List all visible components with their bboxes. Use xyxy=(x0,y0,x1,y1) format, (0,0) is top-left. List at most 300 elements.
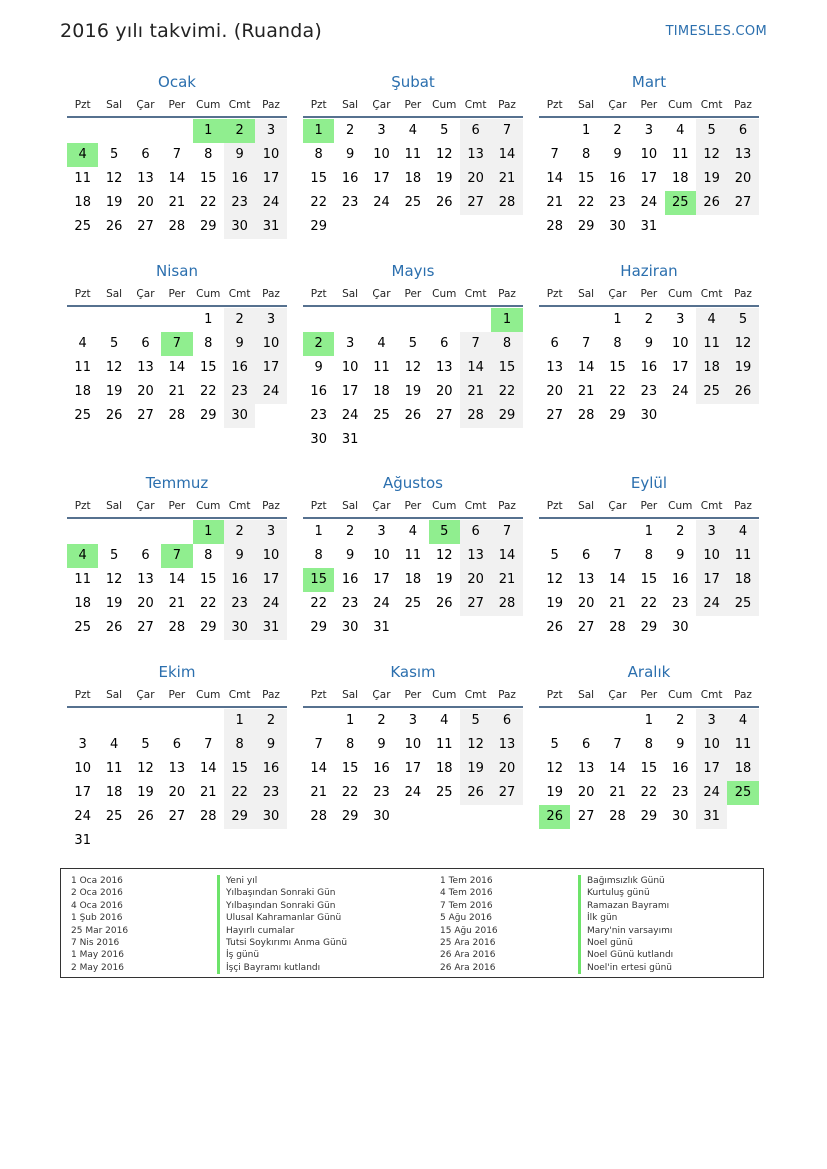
legend-holiday-name: İlk gün xyxy=(578,912,673,924)
weekday-label: Cmt xyxy=(228,689,251,701)
day-cell: 28 xyxy=(546,219,563,234)
holiday-legend xyxy=(60,868,764,978)
holiday-day-cell: 25 xyxy=(665,191,696,215)
week-row xyxy=(67,119,287,143)
day-cell: 17 xyxy=(373,171,390,186)
day-cell: 20 xyxy=(546,384,563,399)
day-cell: 19 xyxy=(546,596,563,611)
day-cell: 23 xyxy=(341,195,359,210)
weekday-label: Pzt xyxy=(310,99,327,111)
day-cell: 25 xyxy=(696,380,727,404)
empty-cell xyxy=(429,616,460,640)
day-cell: 9 xyxy=(676,737,685,752)
month-7 xyxy=(303,471,523,640)
day-cell: 11 xyxy=(74,171,91,186)
empty-cell xyxy=(665,215,696,239)
legend-date: 26 Ara 2016 xyxy=(440,962,496,973)
day-cell: 3 xyxy=(408,713,417,728)
empty-cell xyxy=(727,616,758,640)
weekday-header xyxy=(303,495,523,519)
weekday-label: Pzt xyxy=(74,500,91,512)
day-cell: 4 xyxy=(408,524,417,539)
day-cell: 10 xyxy=(373,548,390,563)
day-cell: 21 xyxy=(491,568,522,592)
day-cell: 8 xyxy=(314,548,323,563)
week-row xyxy=(539,119,759,143)
day-cell: 14 xyxy=(491,143,522,167)
day-cell: 14 xyxy=(546,171,563,186)
day-cell: 26 xyxy=(137,809,154,824)
holiday-day-cell: 2 xyxy=(303,332,334,356)
day-cell: 13 xyxy=(460,544,491,568)
empty-cell xyxy=(696,616,727,640)
day-cell: 25 xyxy=(74,408,91,423)
day-cell: 15 xyxy=(640,761,658,776)
month-0 xyxy=(67,70,287,239)
day-cell: 31 xyxy=(373,620,390,635)
empty-cell xyxy=(130,520,161,544)
day-cell: 28 xyxy=(168,219,186,234)
empty-cell xyxy=(67,520,98,544)
day-cell: 7 xyxy=(550,147,559,162)
weekday-label: Sal xyxy=(342,288,359,300)
week-row xyxy=(67,592,287,616)
week-row xyxy=(67,616,287,640)
weekday-label: Sal xyxy=(342,689,359,701)
weekday-label: Cmt xyxy=(228,500,251,512)
day-cell: 23 xyxy=(255,781,286,805)
empty-cell xyxy=(727,805,758,829)
legend-date: 15 Ağu 2016 xyxy=(440,925,498,936)
day-cell: 12 xyxy=(460,733,491,757)
day-cell: 24 xyxy=(696,781,727,805)
day-cell: 5 xyxy=(109,336,119,351)
weekday-label: Cum xyxy=(668,288,693,300)
empty-cell xyxy=(98,308,129,332)
week-row xyxy=(67,308,287,332)
weekday-label: Sal xyxy=(106,288,123,300)
day-cell: 5 xyxy=(550,737,559,752)
day-cell: 7 xyxy=(613,548,622,563)
day-cell: 11 xyxy=(435,737,453,752)
weekday-label: Cmt xyxy=(700,500,723,512)
weekday-header xyxy=(67,283,287,307)
week-row xyxy=(303,592,523,616)
day-cell: 23 xyxy=(224,380,255,404)
weekday-label: Paz xyxy=(262,99,280,111)
empty-cell xyxy=(130,119,161,143)
page-title: 2016 yılı takvimi. (Ruanda) xyxy=(60,20,323,42)
day-cell: 25 xyxy=(74,219,91,234)
day-cell: 28 xyxy=(310,809,327,824)
empty-cell xyxy=(429,428,460,452)
day-cell: 28 xyxy=(609,620,626,635)
week-row xyxy=(303,356,523,380)
day-cell: 15 xyxy=(199,171,217,186)
day-cell: 9 xyxy=(377,737,386,752)
day-cell: 18 xyxy=(696,356,727,380)
day-cell: 18 xyxy=(727,568,758,592)
day-cell: 23 xyxy=(341,596,359,611)
day-cell: 15 xyxy=(199,360,217,375)
month-9 xyxy=(67,660,287,853)
day-cell: 9 xyxy=(224,332,255,356)
empty-cell xyxy=(460,428,491,452)
day-cell: 13 xyxy=(168,761,186,776)
legend-date: 1 Tem 2016 xyxy=(440,876,493,886)
day-cell: 21 xyxy=(491,167,522,191)
day-cell: 30 xyxy=(310,432,327,447)
empty-cell xyxy=(397,308,428,332)
weekday-label: Pzt xyxy=(546,500,563,512)
month-title: Mayıs xyxy=(391,262,435,280)
day-cell: 2 xyxy=(377,713,386,728)
day-cell: 7 xyxy=(613,737,622,752)
day-cell: 21 xyxy=(168,195,186,210)
day-cell: 22 xyxy=(224,781,255,805)
empty-cell xyxy=(397,215,428,239)
day-cell: 5 xyxy=(408,336,417,351)
weekday-label: Per xyxy=(168,500,186,512)
empty-cell xyxy=(366,215,397,239)
day-cell: 12 xyxy=(696,143,727,167)
weekday-label: Pzt xyxy=(310,689,327,701)
day-cell: 20 xyxy=(137,195,154,210)
day-cell: 24 xyxy=(373,195,390,210)
day-cell: 14 xyxy=(310,761,327,776)
weekday-label: Cmt xyxy=(464,99,487,111)
weekday-label: Cum xyxy=(432,288,457,300)
day-cell: 2 xyxy=(613,123,622,138)
day-cell: 28 xyxy=(609,809,626,824)
legend-date: 4 Tem 2016 xyxy=(440,888,493,899)
day-cell: 23 xyxy=(224,592,255,616)
empty-cell xyxy=(161,520,192,544)
weekday-label: Per xyxy=(168,288,186,300)
day-cell: 10 xyxy=(640,147,658,162)
weekday-label: Cum xyxy=(432,689,457,701)
day-cell: 29 xyxy=(491,404,522,428)
day-cell: 9 xyxy=(345,548,355,563)
day-cell: 29 xyxy=(341,809,359,824)
day-cell: 18 xyxy=(74,384,91,399)
day-cell: 21 xyxy=(168,384,186,399)
day-cell: 12 xyxy=(546,572,563,587)
day-cell: 17 xyxy=(255,356,286,380)
weekday-header xyxy=(67,684,287,708)
weekday-label: Per xyxy=(168,689,186,701)
weekday-label: Sal xyxy=(578,689,595,701)
week-row xyxy=(67,805,287,829)
empty-cell xyxy=(539,709,570,733)
weekday-header xyxy=(67,495,287,519)
week-row xyxy=(67,143,287,167)
day-cell: 24 xyxy=(255,380,286,404)
day-cell: 3 xyxy=(696,520,727,544)
weekday-header xyxy=(539,684,759,708)
day-cell: 5 xyxy=(696,119,727,143)
empty-cell xyxy=(460,616,491,640)
day-cell: 11 xyxy=(404,147,422,162)
day-cell: 8 xyxy=(204,548,213,563)
legend-holiday-name: Kurtuluş günü xyxy=(578,887,673,899)
holiday-day-cell: 7 xyxy=(161,332,192,356)
day-cell: 23 xyxy=(609,195,626,210)
day-cell: 13 xyxy=(577,761,595,776)
day-cell: 16 xyxy=(310,384,327,399)
weekday-label: Sal xyxy=(106,689,123,701)
day-cell: 31 xyxy=(255,215,286,239)
legend-holiday-name: Noel Günü kutlandı xyxy=(578,949,673,961)
day-cell: 15 xyxy=(310,171,327,186)
day-cell: 23 xyxy=(224,191,255,215)
day-cell: 21 xyxy=(609,596,626,611)
weekday-label: Cmt xyxy=(228,99,251,111)
weekday-label: Çar xyxy=(608,99,627,111)
month-title: Haziran xyxy=(620,262,678,280)
day-cell: 24 xyxy=(696,592,727,616)
day-cell: 29 xyxy=(640,809,658,824)
day-cell: 8 xyxy=(204,336,213,351)
weekday-label: Paz xyxy=(498,500,516,512)
day-cell: 26 xyxy=(727,380,758,404)
day-cell: 30 xyxy=(341,620,359,635)
empty-cell xyxy=(255,829,286,853)
week-row xyxy=(539,404,759,428)
empty-cell xyxy=(334,308,365,332)
legend-holiday-name: Tutsi Soykırımı Anma Günü xyxy=(217,937,347,949)
month-title: Şubat xyxy=(391,73,435,91)
empty-cell xyxy=(366,428,397,452)
day-cell: 24 xyxy=(74,809,91,824)
day-cell: 14 xyxy=(609,761,626,776)
weekday-label: Pzt xyxy=(74,689,91,701)
day-cell: 6 xyxy=(440,336,449,351)
day-cell: 26 xyxy=(105,620,123,635)
day-cell: 20 xyxy=(137,384,154,399)
day-cell: 6 xyxy=(581,737,591,752)
day-cell: 1 xyxy=(581,123,591,138)
day-cell: 21 xyxy=(546,195,563,210)
weekday-label: Per xyxy=(404,99,422,111)
day-cell: 13 xyxy=(727,143,758,167)
weekday-label: Cmt xyxy=(464,689,487,701)
week-row xyxy=(67,520,287,544)
empty-cell xyxy=(366,308,397,332)
day-cell: 19 xyxy=(105,195,123,210)
day-cell: 4 xyxy=(696,308,727,332)
empty-cell xyxy=(570,308,601,332)
day-cell: 8 xyxy=(644,548,653,563)
day-cell: 5 xyxy=(109,548,119,563)
day-cell: 30 xyxy=(224,215,255,239)
day-cell: 1 xyxy=(613,312,622,327)
weekday-label: Cmt xyxy=(464,288,487,300)
month-10 xyxy=(303,660,523,829)
legend-holiday-name: Noel günü xyxy=(578,937,673,949)
day-cell: 11 xyxy=(404,548,422,563)
day-cell: 15 xyxy=(341,761,359,776)
empty-cell xyxy=(67,709,98,733)
legend-dates-right xyxy=(440,875,498,974)
day-cell: 17 xyxy=(74,785,91,800)
day-cell: 23 xyxy=(671,785,689,800)
day-cell: 31 xyxy=(341,432,359,447)
week-row xyxy=(539,215,759,239)
day-cell: 20 xyxy=(137,596,154,611)
weekday-label: Sal xyxy=(578,99,595,111)
weekday-label: Cum xyxy=(668,500,693,512)
weekday-label: Cmt xyxy=(228,288,251,300)
empty-cell xyxy=(397,428,428,452)
week-row xyxy=(539,356,759,380)
day-cell: 19 xyxy=(460,757,491,781)
day-cell: 18 xyxy=(105,785,123,800)
day-cell: 26 xyxy=(105,408,123,423)
empty-cell xyxy=(130,709,161,733)
day-cell: 10 xyxy=(255,332,286,356)
weekday-label: Per xyxy=(404,500,422,512)
weekday-label: Per xyxy=(640,500,658,512)
empty-cell xyxy=(665,404,696,428)
day-cell: 16 xyxy=(671,761,689,776)
day-cell: 8 xyxy=(345,737,355,752)
weekday-label: Paz xyxy=(262,288,280,300)
day-cell: 14 xyxy=(577,360,595,375)
day-cell: 15 xyxy=(577,171,595,186)
legend-dates-left xyxy=(71,875,128,974)
legend-date: 7 Nis 2016 xyxy=(71,937,120,948)
day-cell: 6 xyxy=(141,147,150,162)
day-cell: 15 xyxy=(224,757,255,781)
day-cell: 22 xyxy=(577,195,595,210)
day-cell: 11 xyxy=(727,544,758,568)
weekday-label: Cum xyxy=(196,288,221,300)
day-cell: 13 xyxy=(577,572,595,587)
day-cell: 15 xyxy=(491,356,522,380)
day-cell: 3 xyxy=(78,737,87,752)
day-cell: 27 xyxy=(168,809,186,824)
day-cell: 24 xyxy=(255,191,286,215)
empty-cell xyxy=(491,805,522,829)
weekday-label: Paz xyxy=(734,689,752,701)
day-cell: 4 xyxy=(440,713,449,728)
empty-cell xyxy=(429,215,460,239)
day-cell: 27 xyxy=(727,191,758,215)
day-cell: 31 xyxy=(255,616,286,640)
day-cell: 9 xyxy=(255,733,286,757)
weekday-label: Paz xyxy=(734,288,752,300)
day-cell: 18 xyxy=(727,757,758,781)
day-cell: 28 xyxy=(199,809,217,824)
weekday-label: Sal xyxy=(342,500,359,512)
day-cell: 5 xyxy=(440,123,449,138)
day-cell: 12 xyxy=(105,360,123,375)
day-cell: 30 xyxy=(373,809,390,824)
week-row xyxy=(303,781,523,805)
day-cell: 29 xyxy=(640,620,658,635)
day-cell: 28 xyxy=(491,191,522,215)
legend-holiday-name: İş günü xyxy=(217,949,347,961)
empty-cell xyxy=(460,805,491,829)
day-cell: 3 xyxy=(377,524,386,539)
holiday-day-cell: 7 xyxy=(161,544,192,568)
weekday-label: Per xyxy=(640,689,658,701)
week-row xyxy=(67,356,287,380)
week-row xyxy=(303,709,523,733)
week-row xyxy=(539,332,759,356)
empty-cell xyxy=(429,805,460,829)
weekday-label: Cum xyxy=(196,99,221,111)
empty-cell xyxy=(727,404,758,428)
month-5 xyxy=(539,259,759,428)
week-row xyxy=(303,191,523,215)
day-cell: 15 xyxy=(609,360,626,375)
weekday-label: Sal xyxy=(106,99,123,111)
day-cell: 10 xyxy=(74,761,91,776)
week-row xyxy=(303,428,523,452)
week-row xyxy=(539,616,759,640)
day-cell: 3 xyxy=(644,123,653,138)
day-cell: 17 xyxy=(341,384,359,399)
day-cell: 11 xyxy=(727,733,758,757)
day-cell: 14 xyxy=(199,761,217,776)
day-cell: 5 xyxy=(109,147,119,162)
day-cell: 24 xyxy=(341,408,359,423)
day-cell: 16 xyxy=(341,572,359,587)
legend-date: 1 May 2016 xyxy=(71,950,124,961)
week-row xyxy=(67,332,287,356)
day-cell: 25 xyxy=(435,785,453,800)
day-cell: 6 xyxy=(550,336,559,351)
weekday-label: Paz xyxy=(734,99,752,111)
day-cell: 14 xyxy=(491,544,522,568)
day-cell: 20 xyxy=(168,785,186,800)
month-title: Ağustos xyxy=(383,474,443,492)
day-cell: 19 xyxy=(435,572,453,587)
brand-link[interactable]: TIMESLES.COM xyxy=(665,24,767,39)
holiday-day-cell: 1 xyxy=(491,308,522,332)
weekday-label: Cmt xyxy=(464,500,487,512)
weekday-header xyxy=(67,94,287,118)
day-cell: 5 xyxy=(141,737,150,752)
day-cell: 15 xyxy=(640,572,658,587)
day-cell: 11 xyxy=(696,332,727,356)
week-row xyxy=(303,544,523,568)
weekday-header xyxy=(303,283,523,307)
legend-holiday-name: Yılbaşından Sonraki Gün xyxy=(217,887,347,899)
day-cell: 12 xyxy=(435,147,453,162)
weekday-label: Sal xyxy=(106,500,123,512)
day-cell: 17 xyxy=(404,761,422,776)
legend-date: 2 Oca 2016 xyxy=(71,888,123,899)
day-cell: 6 xyxy=(141,548,150,563)
empty-cell xyxy=(696,215,727,239)
week-row xyxy=(67,191,287,215)
empty-cell xyxy=(570,520,601,544)
weekday-label: Cmt xyxy=(700,689,723,701)
day-cell: 1 xyxy=(224,709,255,733)
day-cell: 29 xyxy=(310,219,327,234)
day-cell: 12 xyxy=(137,761,154,776)
day-cell: 22 xyxy=(640,596,658,611)
day-cell: 12 xyxy=(105,171,123,186)
day-cell: 25 xyxy=(373,408,390,423)
empty-cell xyxy=(539,119,570,143)
day-cell: 11 xyxy=(373,360,390,375)
day-cell: 25 xyxy=(404,195,422,210)
week-row xyxy=(67,568,287,592)
